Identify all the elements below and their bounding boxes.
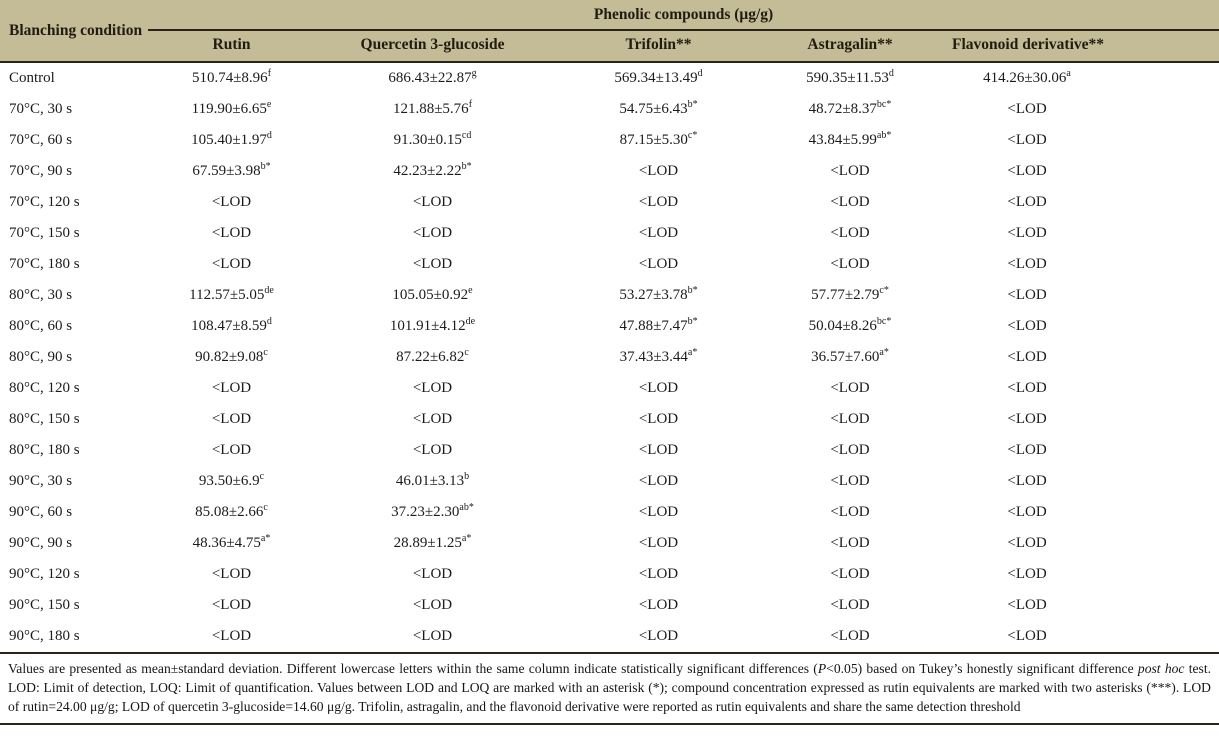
table-cell: <LOD: [1007, 318, 1047, 334]
table-cell: 686.43±22.87$^g$: [388, 68, 477, 86]
significance-superscript: c*: [879, 285, 889, 296]
table-cell: <LOD: [638, 256, 679, 272]
significance-superscript: e: [266, 99, 272, 110]
table-cell: <LOD: [1007, 349, 1047, 365]
table-cell: <LOD: [1007, 473, 1047, 489]
table-row: [0, 249, 1219, 280]
table-cell: <LOD: [830, 535, 870, 551]
table-cell: $28.89\pm 1.25^{a*}$: [393, 533, 472, 551]
table-cell: <LOD: [412, 380, 453, 396]
table-cell: <LOD: [638, 504, 679, 520]
column-header-astragalin: Astragalin**: [807, 36, 893, 53]
table-row: [0, 466, 1219, 497]
significance-superscript: ab*: [876, 130, 892, 141]
table-cell: <LOD: [638, 194, 679, 210]
table-row: [0, 497, 1219, 528]
table-cell: $37.43\pm 3.44^{a*}$: [619, 347, 698, 365]
footnote-text-segment: test. LOD: Limit of detection, LOQ: Limit of quantification. Values between LOD and LOQ are marked with an asterisk (*); compound concentration expressed as rutin equivalents are marked with two asterisks (***). LOD of rutin=24.00 μg/g; LOD of quercetin 3-glucoside=14.60 μg/g. Trifolin, astragalin, and the flavonoid derivative were reported as rutin equivalents and share the same detection threshold: [8, 661, 1212, 714]
table-cell: $57.77\pm 2.79^{c*}$: [811, 285, 889, 303]
column-header-blanching-condition: Blanching condition: [9, 21, 143, 39]
row-condition: 80°C, 120 s: [9, 380, 80, 396]
significance-superscript: a*: [687, 347, 698, 358]
row-condition: 70°C, 60 s: [9, 132, 73, 148]
table-cell: <LOD: [638, 473, 679, 489]
row-condition: 80°C, 90 s: [9, 349, 73, 365]
table-cell: <LOD: [412, 442, 453, 458]
row-condition: 70°C, 120 s: [9, 194, 80, 210]
significance-superscript: a*: [461, 533, 472, 544]
table-row: [0, 559, 1219, 590]
table-cell: <LOD: [211, 225, 252, 241]
table-cell: 91.30±0.15$^{cd}$: [393, 130, 472, 148]
row-condition: 90°C, 60 s: [9, 504, 73, 520]
table-cell: <LOD: [830, 628, 870, 644]
table-cell: $53.27\pm 3.78^{b*}$: [619, 285, 698, 303]
table-cell: <LOD: [1007, 380, 1047, 396]
table-row: [0, 373, 1219, 404]
table-cell: <LOD: [1007, 411, 1047, 427]
table-cell: 90.82±9.08$^c$: [195, 347, 268, 365]
table-cell: <LOD: [830, 442, 870, 458]
table-cell: 569.34±13.49$^d$: [614, 68, 703, 86]
table-cell: <LOD: [830, 566, 870, 582]
significance-superscript: a: [1066, 68, 1071, 79]
column-header-quercetin-3-glucoside: Quercetin 3-glucoside: [360, 36, 505, 53]
table-cell: <LOD: [638, 411, 679, 427]
significance-superscript: b: [464, 471, 470, 482]
table-cell: <LOD: [1007, 566, 1047, 582]
row-condition: 90°C, 150 s: [9, 597, 80, 613]
significance-superscript: d: [697, 68, 703, 79]
significance-superscript: c*: [687, 130, 698, 141]
table-cell: 105.05±0.92$^e$: [392, 285, 473, 303]
table-cell: $47.88\pm 7.47^{b*}$: [619, 316, 698, 334]
table-row: [0, 187, 1219, 218]
table-cell: $48.72\pm 8.37^{bc*}$: [808, 99, 892, 117]
table-cell: <LOD: [638, 225, 679, 241]
row-condition: 90°C, 180 s: [9, 628, 80, 644]
significance-superscript: bc*: [876, 316, 892, 327]
table-row: [0, 94, 1219, 125]
table-cell: 121.88±5.76$^f$: [392, 99, 473, 117]
row-condition: 90°C, 120 s: [9, 566, 80, 582]
table-cell: <LOD: [830, 473, 870, 489]
row-condition: 70°C, 180 s: [9, 256, 80, 272]
significance-superscript: de: [264, 285, 274, 296]
table-cell: $42.23\pm 2.22^{b*}$: [393, 161, 472, 179]
significance-superscript: d: [266, 130, 272, 141]
table-cell: $67.59\pm 3.98^{b*}$: [192, 161, 271, 179]
row-condition: 90°C, 30 s: [9, 473, 73, 489]
table-row: [0, 528, 1219, 559]
table-cell: 93.50±6.9$^c$: [198, 471, 265, 489]
significance-superscript: d: [888, 68, 894, 79]
table-cell: $54.75\pm 6.43^{b*}$: [619, 99, 698, 117]
table-cell: 510.74±8.96$^f$: [191, 68, 272, 86]
table-cell: <LOD: [1007, 225, 1047, 241]
table-cell: <LOD: [1007, 194, 1047, 210]
footnote-text-segment: post hoc: [1137, 661, 1185, 676]
significance-superscript: d: [266, 316, 272, 327]
table-header: [0, 0, 1219, 62]
column-header-trifolin: Trifolin**: [625, 36, 692, 53]
row-condition: 80°C, 150 s: [9, 411, 80, 427]
table-row: [0, 62, 1219, 94]
row-condition: 80°C, 30 s: [9, 287, 73, 303]
significance-superscript: f: [267, 68, 272, 79]
significance-superscript: cd: [461, 130, 472, 141]
table-cell: <LOD: [211, 628, 252, 644]
table-cell: <LOD: [638, 628, 679, 644]
table-row: [0, 435, 1219, 466]
column-header-flavonoid-derivative: Flavonoid derivative**: [952, 36, 1105, 53]
significance-superscript: f: [468, 99, 473, 110]
table-cell: 119.90±6.65$^e$: [191, 99, 272, 117]
table-cell: <LOD: [211, 411, 252, 427]
table-row: [0, 590, 1219, 621]
table-cell: <LOD: [638, 380, 679, 396]
table-row: [0, 125, 1219, 156]
significance-superscript: b*: [260, 161, 271, 172]
table-cell: <LOD: [412, 566, 453, 582]
footnote-text-segment: Values are presented as mean±standard deviation. Different lowercase letters within the same column indicate statistically significant differences (: [8, 661, 818, 676]
table-cell: <LOD: [1007, 163, 1047, 179]
table-cell: $48.36\pm 4.75^{a*}$: [192, 533, 271, 551]
row-condition: 70°C, 90 s: [9, 163, 73, 179]
table-cell: $87.15\pm 5.30^{c*}$: [619, 130, 698, 148]
table-cell: <LOD: [412, 194, 453, 210]
significance-superscript: a*: [879, 347, 889, 358]
table-cell: <LOD: [412, 411, 453, 427]
significance-superscript: c: [263, 502, 268, 513]
footnote-text-segment: <0.05) based on Tukey’s honestly significant difference: [826, 661, 1138, 676]
footnote-text-segment: P: [817, 661, 827, 676]
significance-superscript: a*: [260, 533, 271, 544]
table-cell: <LOD: [830, 411, 870, 427]
significance-superscript: b*: [461, 161, 472, 172]
significance-superscript: c: [259, 471, 265, 482]
table-cell: <LOD: [638, 597, 679, 613]
table-cell: 105.40±1.97$^d$: [191, 130, 272, 148]
table-cell: <LOD: [638, 442, 679, 458]
table-row: [0, 311, 1219, 342]
table-cell: <LOD: [1007, 628, 1047, 644]
table-footnote: [0, 652, 1219, 725]
significance-superscript: b*: [687, 99, 698, 110]
table-cell: <LOD: [412, 225, 453, 241]
table-cell: <LOD: [1007, 132, 1047, 148]
table-row: [0, 342, 1219, 373]
significance-superscript: b*: [687, 316, 698, 327]
table-cell: <LOD: [830, 256, 870, 272]
table-cell: $36.57\pm 7.60^{a*}$: [811, 347, 889, 365]
table-cell: <LOD: [638, 566, 679, 582]
table-cell: <LOD: [211, 380, 252, 396]
row-condition: 80°C, 180 s: [9, 442, 80, 458]
table-cell: 46.01±3.13$^b$: [395, 471, 470, 489]
table-cell: $43.84\pm 5.99^{ab*}$: [808, 130, 892, 148]
table-cell: $50.04\pm 8.26^{bc*}$: [808, 316, 892, 334]
table-cell: <LOD: [211, 566, 252, 582]
table-cell: <LOD: [830, 597, 870, 613]
table-cell: <LOD: [1007, 442, 1047, 458]
table-cell: <LOD: [638, 163, 679, 179]
table-row: [0, 404, 1219, 435]
significance-superscript: g: [471, 68, 477, 79]
significance-superscript: e: [468, 285, 473, 296]
table-row: [0, 621, 1219, 652]
table-cell: 85.08±2.66$^c$: [195, 502, 268, 520]
table-cell: <LOD: [830, 194, 870, 210]
table-cell: <LOD: [412, 256, 453, 272]
significance-superscript: c: [464, 347, 469, 358]
table-cell: 590.35±11.53$^d$: [806, 68, 894, 86]
table-cell: <LOD: [1007, 597, 1047, 613]
table-cell: 87.22±6.82$^c$: [396, 347, 469, 365]
table-cell: <LOD: [1007, 287, 1047, 303]
table-row: [0, 280, 1219, 311]
column-group-header-phenolic-compounds: Phenolic compounds (μg/g): [148, 0, 1219, 30]
table-cell: <LOD: [1007, 101, 1047, 117]
table-cell: $37.23\pm 2.30^{ab*}$: [391, 502, 474, 520]
row-condition: Control: [9, 70, 55, 86]
table-row: [0, 156, 1219, 187]
significance-superscript: c: [263, 347, 268, 358]
table-cell: <LOD: [412, 597, 453, 613]
table-cell: <LOD: [412, 628, 453, 644]
table-cell: 108.47±8.59$^d$: [191, 316, 272, 334]
significance-superscript: ab*: [459, 502, 474, 513]
table-row: [0, 218, 1219, 249]
table-cell: 414.26±30.06$^a$: [983, 68, 1071, 86]
table-cell: <LOD: [830, 504, 870, 520]
table-cell: 112.57±5.05de: [189, 285, 274, 303]
significance-superscript: bc*: [876, 99, 892, 110]
table-cell: <LOD: [830, 225, 870, 241]
column-header-rutin: Rutin: [212, 36, 251, 53]
row-condition: 90°C, 90 s: [9, 535, 73, 551]
row-condition: 70°C, 150 s: [9, 225, 80, 241]
table-cell: <LOD: [1007, 504, 1047, 520]
table-cell: <LOD: [1007, 535, 1047, 551]
row-condition: 80°C, 60 s: [9, 318, 73, 334]
table-cell: <LOD: [211, 442, 252, 458]
significance-superscript: de: [465, 316, 476, 327]
table-cell: <LOD: [1007, 256, 1047, 272]
significance-superscript: b*: [687, 285, 698, 296]
table-cell: <LOD: [830, 163, 870, 179]
table-body: [0, 62, 1219, 652]
table-cell: <LOD: [830, 380, 870, 396]
row-condition: 70°C, 30 s: [9, 101, 73, 117]
table-cell: <LOD: [211, 597, 252, 613]
table-cell: <LOD: [638, 535, 679, 551]
table-cell: 101.91±4.12de: [389, 316, 476, 334]
table-cell: <LOD: [211, 256, 252, 272]
table-cell: <LOD: [211, 194, 252, 210]
